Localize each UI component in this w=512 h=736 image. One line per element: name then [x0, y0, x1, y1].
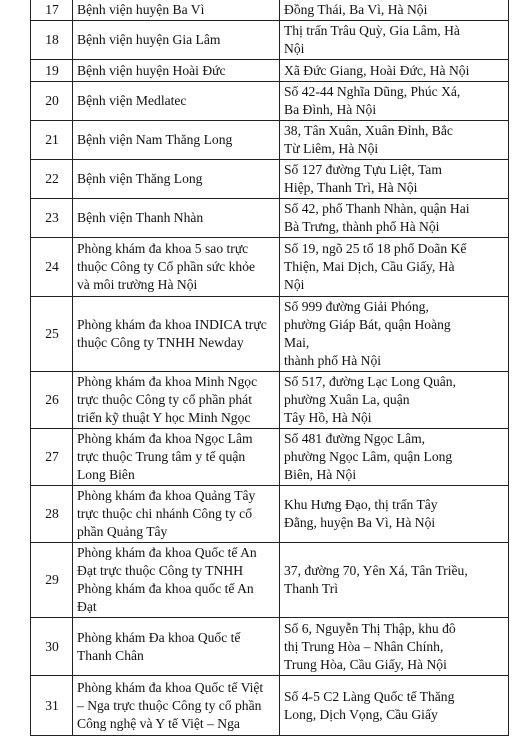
- row-number: 28: [31, 486, 73, 543]
- facility-name-line: trực thuộc Công ty cổ phần phát: [77, 392, 252, 407]
- facility-name-line: và môi trường Hà Nội: [77, 277, 198, 292]
- facility-address: [280, 238, 509, 297]
- facility-address-line: Trung Hòa, Cầu Giấy, Hà Nội: [284, 656, 447, 672]
- facility-address-line: Hiệp, Thanh Trì, Hà Nội: [284, 180, 418, 195]
- facility-address-line: Nội: [284, 277, 305, 292]
- facility-name-line: triển kỹ thuật Y học Minh Ngọc: [77, 410, 251, 425]
- table-row: [31, 676, 509, 736]
- facility-name-line: Bệnh viện Medlatec: [77, 93, 187, 108]
- facility-name-line: Phòng khám đa khoa 5 sao trực: [77, 241, 249, 256]
- facility-name-line: trực thuộc chi nhánh Công ty cổ: [77, 506, 252, 521]
- facility-address: [280, 618, 509, 676]
- facility-name: [73, 82, 280, 121]
- table-row: [31, 238, 509, 297]
- facility-name-line: Phòng khám Đa khoa Quốc tế: [77, 629, 241, 645]
- facility-name-line: Phòng khám đa khoa Quốc tế Việt: [77, 679, 264, 695]
- row-number: 27: [31, 429, 73, 486]
- table-row: [31, 21, 509, 60]
- facility-name: [73, 429, 280, 486]
- facility-name-line: Bệnh viện huyện Ba Vì: [77, 1, 205, 17]
- table-row: [31, 121, 509, 160]
- facility-address-line: Long, Dịch Vọng, Cầu Giấy: [284, 706, 438, 722]
- table-row: [31, 0, 509, 21]
- facility-name: [73, 199, 280, 238]
- table-row: [31, 543, 509, 618]
- facility-address-line: 38, Tân Xuân, Xuân Đỉnh, Bắc: [284, 123, 453, 138]
- facility-address: [280, 121, 509, 160]
- facility-name: [73, 486, 280, 543]
- facility-address-line: Ba Đình, Hà Nội: [284, 102, 377, 117]
- row-number: 23: [31, 199, 73, 238]
- facility-name: [73, 238, 280, 297]
- row-number: 18: [31, 21, 73, 60]
- facility-address: [280, 0, 509, 21]
- facility-name-line: Bệnh viện huyện Hoài Đức: [77, 62, 226, 78]
- facility-name-line: phần Quảng Tây: [77, 524, 168, 539]
- facility-name-line: Thanh Chân: [77, 647, 144, 663]
- facility-name-line: – Nga trực thuộc Công ty cổ phần: [77, 697, 262, 713]
- facility-name: [73, 676, 280, 736]
- facility-name-line: Bệnh viện Thăng Long: [77, 171, 203, 186]
- facility-address: [280, 60, 509, 82]
- facility-address: [280, 82, 509, 121]
- facility-address-line: phường Ngọc Lâm, quận Long: [284, 449, 453, 464]
- facility-address: [280, 676, 509, 736]
- facility-name-line: Công nghệ và Y tế Việt – Nga: [77, 715, 240, 731]
- facility-address: [280, 21, 509, 60]
- facility-name-line: Đạt: [77, 599, 97, 614]
- row-number: 21: [31, 121, 73, 160]
- row-number: 20: [31, 82, 73, 121]
- facility-address-line: 37, đường 70, Yên Xá, Tân Triều,: [284, 563, 468, 578]
- facility-name-line: Đạt trực thuộc Công ty TNHH: [77, 563, 244, 578]
- facility-name-line: Bệnh viện Nam Thăng Long: [77, 132, 233, 147]
- facility-name: [73, 0, 280, 21]
- table-row: [31, 429, 509, 486]
- table-row: [31, 372, 509, 429]
- facility-address-line: Số 42, phố Thanh Nhàn, quận Hai: [284, 201, 470, 216]
- facility-address-line: Số 6, Nguyễn Thị Thập, khu đô: [284, 620, 456, 636]
- facility-address: [280, 297, 509, 372]
- table-row: [31, 60, 509, 82]
- facility-address-line: Tây Hồ, Hà Nội: [284, 410, 372, 425]
- row-number: 22: [31, 160, 73, 199]
- facility-address-line: Số 481 đường Ngọc Lâm,: [284, 431, 426, 446]
- facility-name-line: Phòng khám đa khoa Quốc tế An: [77, 545, 257, 560]
- facility-address-line: Số 4-5 C2 Làng Quốc tế Thăng: [284, 688, 455, 704]
- facility-name: [73, 160, 280, 199]
- facility-address-line: Thị trấn Trâu Quỳ, Gia Lâm, Hà: [284, 23, 460, 38]
- facility-name: [73, 121, 280, 160]
- facility-address-line: thành phố Hà Nội: [284, 353, 382, 368]
- facility-name: [73, 372, 280, 429]
- table-row: [31, 199, 509, 238]
- table-row: [31, 618, 509, 676]
- row-number: 26: [31, 372, 73, 429]
- facility-name-line: Phòng khám đa khoa Minh Ngọc: [77, 374, 258, 389]
- facility-address: [280, 543, 509, 618]
- facility-address-line: Số 127 đường Tựu Liệt, Tam: [284, 162, 442, 177]
- facility-address-line: Số 999 đường Giải Phóng,: [284, 299, 429, 314]
- facility-address-line: Đằng, huyện Ba Vì, Hà Nội: [284, 515, 436, 530]
- table-row: [31, 82, 509, 121]
- facility-address-line: Mai,: [284, 335, 310, 350]
- facility-address-line: Số 42-44 Nghĩa Dũng, Phúc Xá,: [284, 84, 461, 99]
- table-row: [31, 160, 509, 199]
- facility-address: [280, 486, 509, 543]
- facility-address-line: thị Trung Hòa – Nhân Chính,: [284, 638, 444, 654]
- row-number: 29: [31, 543, 73, 618]
- facility-name: [73, 543, 280, 618]
- table-body: [31, 0, 509, 736]
- row-number: 19: [31, 60, 73, 82]
- row-number: 30: [31, 618, 73, 676]
- row-number: 17: [31, 0, 73, 21]
- facility-name-line: Phòng khám đa khoa INDICA trực: [77, 317, 267, 332]
- table-row: [31, 297, 509, 372]
- facility-address-line: Từ Liêm, Hà Nội: [284, 141, 379, 156]
- facility-address-line: phường Xuân La, quận: [284, 392, 410, 407]
- facility-address-line: Thiện, Mai Dịch, Cầu Giấy, Hà: [284, 259, 455, 274]
- facility-address-line: Số 517, đường Lạc Long Quân,: [284, 374, 456, 389]
- facility-address-line: Bà Trưng, thành phố Hà Nội: [284, 219, 440, 234]
- facility-name-line: Bệnh viện huyện Gia Lâm: [77, 32, 221, 47]
- facility-address: [280, 160, 509, 199]
- row-number: 24: [31, 238, 73, 297]
- facility-address: [280, 372, 509, 429]
- facility-name-line: thuộc Công ty Cổ phần sức khỏe: [77, 259, 256, 274]
- facility-name-line: trực thuộc Trung tâm y tế quận: [77, 449, 246, 464]
- facility-name: [73, 297, 280, 372]
- facility-name: [73, 60, 280, 82]
- facility-address-line: Khu Hưng Đạo, thị trấn Tây: [284, 497, 438, 512]
- facility-address: [280, 429, 509, 486]
- facility-address: [280, 199, 509, 238]
- facility-name: [73, 21, 280, 60]
- facility-address-line: Đồng Thái, Ba Vì, Hà Nội: [284, 1, 428, 17]
- row-number: 25: [31, 297, 73, 372]
- facility-address-line: Xã Đức Giang, Hoài Đức, Hà Nội: [284, 62, 470, 78]
- facility-address-line: Nội: [284, 41, 305, 56]
- table-row: [31, 486, 509, 543]
- facility-name-line: Long Biên: [77, 467, 135, 482]
- facility-address-line: Biên, Hà Nội: [284, 467, 357, 482]
- facility-name-line: thuộc Công ty TNHH Newday: [77, 335, 244, 350]
- facility-name-line: Phòng khám đa khoa Quảng Tây: [77, 488, 256, 503]
- row-number: 31: [31, 676, 73, 736]
- facility-address-line: Thanh Trì: [284, 581, 339, 596]
- facility-name: [73, 618, 280, 676]
- facility-name-line: Bệnh viện Thanh Nhàn: [77, 210, 204, 225]
- facility-name-line: Phòng khám đa khoa quốc tế An: [77, 581, 254, 596]
- facility-name-line: Phòng khám đa khoa Ngọc Lâm: [77, 431, 253, 446]
- hospital-list-table: [30, 0, 509, 736]
- facility-address-line: phường Giáp Bát, quận Hoàng: [284, 317, 451, 332]
- facility-address-line: Số 19, ngõ 25 tổ 18 phố Doãn Kế: [284, 241, 467, 256]
